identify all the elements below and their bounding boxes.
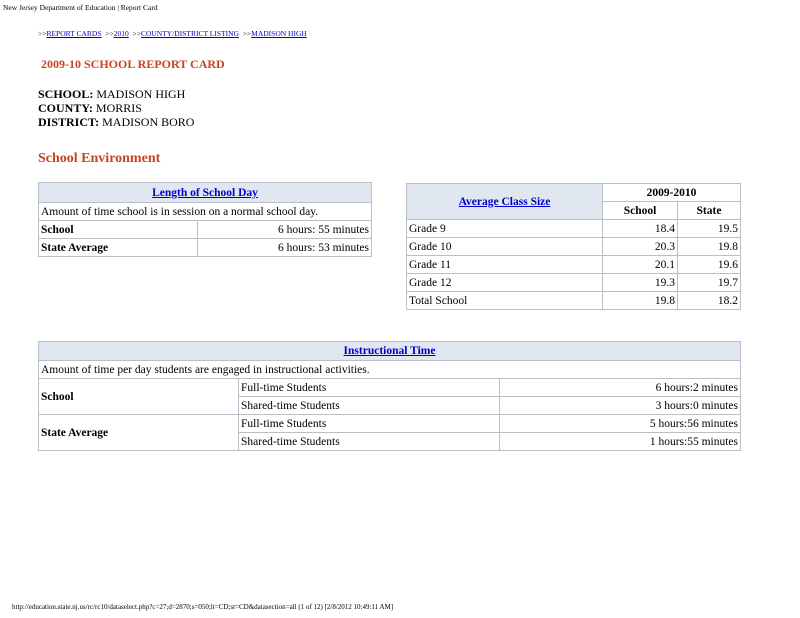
instructional-time-link[interactable]: Instructional Time	[343, 345, 436, 357]
table-row	[39, 379, 741, 397]
time-value: 5 hours:56 minutes	[500, 415, 741, 433]
time-value: 6 hours:2 minutes	[500, 379, 741, 397]
student-type: Shared-time Students	[239, 397, 500, 415]
student-type: Shared-time Students	[239, 433, 500, 451]
grade-label: Grade 10	[407, 238, 603, 256]
state-value: 19.5	[678, 220, 741, 238]
student-type: Full-time Students	[239, 415, 500, 433]
grade-label: Total School	[407, 292, 603, 310]
school-info	[38, 87, 194, 129]
row-label: State Average	[39, 239, 198, 257]
class-size-table	[406, 183, 741, 310]
table-row	[407, 238, 741, 256]
page-header: New Jersey Department of Education | Report Card	[3, 3, 158, 12]
state-value: 19.8	[678, 238, 741, 256]
district-label: DISTRICT:	[38, 115, 100, 129]
table-row	[407, 274, 741, 292]
table-row	[39, 415, 741, 433]
length-of-day-link[interactable]: Length of School Day	[152, 186, 258, 199]
state-value: 19.7	[678, 274, 741, 292]
length-of-day-description: Amount of time school is in session on a normal school day.	[39, 203, 372, 221]
grade-label: Grade 11	[407, 256, 603, 274]
page-footer-url: http://education.state.nj.us/rc/rc10/dataselect.php?c=27;d=2870;s=050;lt=CD;st=CD&datasection=all (1 of 12) [2/8/2012 10:49:11 AM]	[12, 603, 394, 611]
grade-label: Grade 12	[407, 274, 603, 292]
breadcrumb-2010[interactable]: 2010	[113, 29, 129, 38]
school-label: SCHOOL:	[38, 87, 94, 101]
breadcrumb-sep: >>	[242, 29, 252, 38]
class-size-link[interactable]: Average Class Size	[458, 195, 551, 208]
row-value: 6 hours: 55 minutes	[198, 221, 372, 239]
table-row	[39, 221, 372, 239]
row-label: School	[39, 221, 198, 239]
instructional-time-table	[38, 341, 741, 451]
student-type: Full-time Students	[239, 379, 500, 397]
breadcrumb-sep: >>	[132, 29, 141, 38]
length-of-day-table	[38, 182, 372, 257]
section-title: School Environment	[38, 151, 161, 166]
breadcrumb-sep: >>	[105, 29, 114, 38]
time-value: 1 hours:55 minutes	[500, 433, 741, 451]
breadcrumb-madison-high[interactable]: MADISON HIGH	[251, 29, 307, 38]
breadcrumb	[38, 29, 307, 38]
table-row	[407, 292, 741, 310]
col-school: School	[603, 202, 678, 220]
school-value: 19.3	[603, 274, 678, 292]
district-name: MADISON BORO	[102, 115, 195, 129]
county-label: COUNTY:	[38, 101, 93, 115]
col-state: State	[678, 202, 741, 220]
breadcrumb-sep: >>	[38, 29, 47, 38]
school-value: 19.8	[603, 292, 678, 310]
group-label: School	[39, 379, 239, 415]
instructional-time-description: Amount of time per day students are engaged in instructional activities.	[39, 361, 741, 379]
time-value: 3 hours:0 minutes	[500, 397, 741, 415]
group-label: State Average	[39, 415, 239, 451]
school-value: 18.4	[603, 220, 678, 238]
school-value: 20.1	[603, 256, 678, 274]
table-row	[39, 239, 372, 257]
row-value: 6 hours: 53 minutes	[198, 239, 372, 257]
state-value: 18.2	[678, 292, 741, 310]
state-value: 19.6	[678, 256, 741, 274]
school-name: MADISON HIGH	[96, 87, 186, 101]
breadcrumb-report-cards[interactable]: REPORT CARDS	[46, 29, 102, 38]
table-row	[407, 220, 741, 238]
class-size-year: 2009-2010	[603, 184, 741, 202]
report-title: 2009-10 SCHOOL REPORT CARD	[41, 57, 225, 71]
table-row	[407, 256, 741, 274]
county-name: MORRIS	[95, 101, 142, 115]
grade-label: Grade 9	[407, 220, 603, 238]
school-value: 20.3	[603, 238, 678, 256]
breadcrumb-county-district[interactable]: COUNTY/DISTRICT LISTING	[140, 29, 239, 38]
